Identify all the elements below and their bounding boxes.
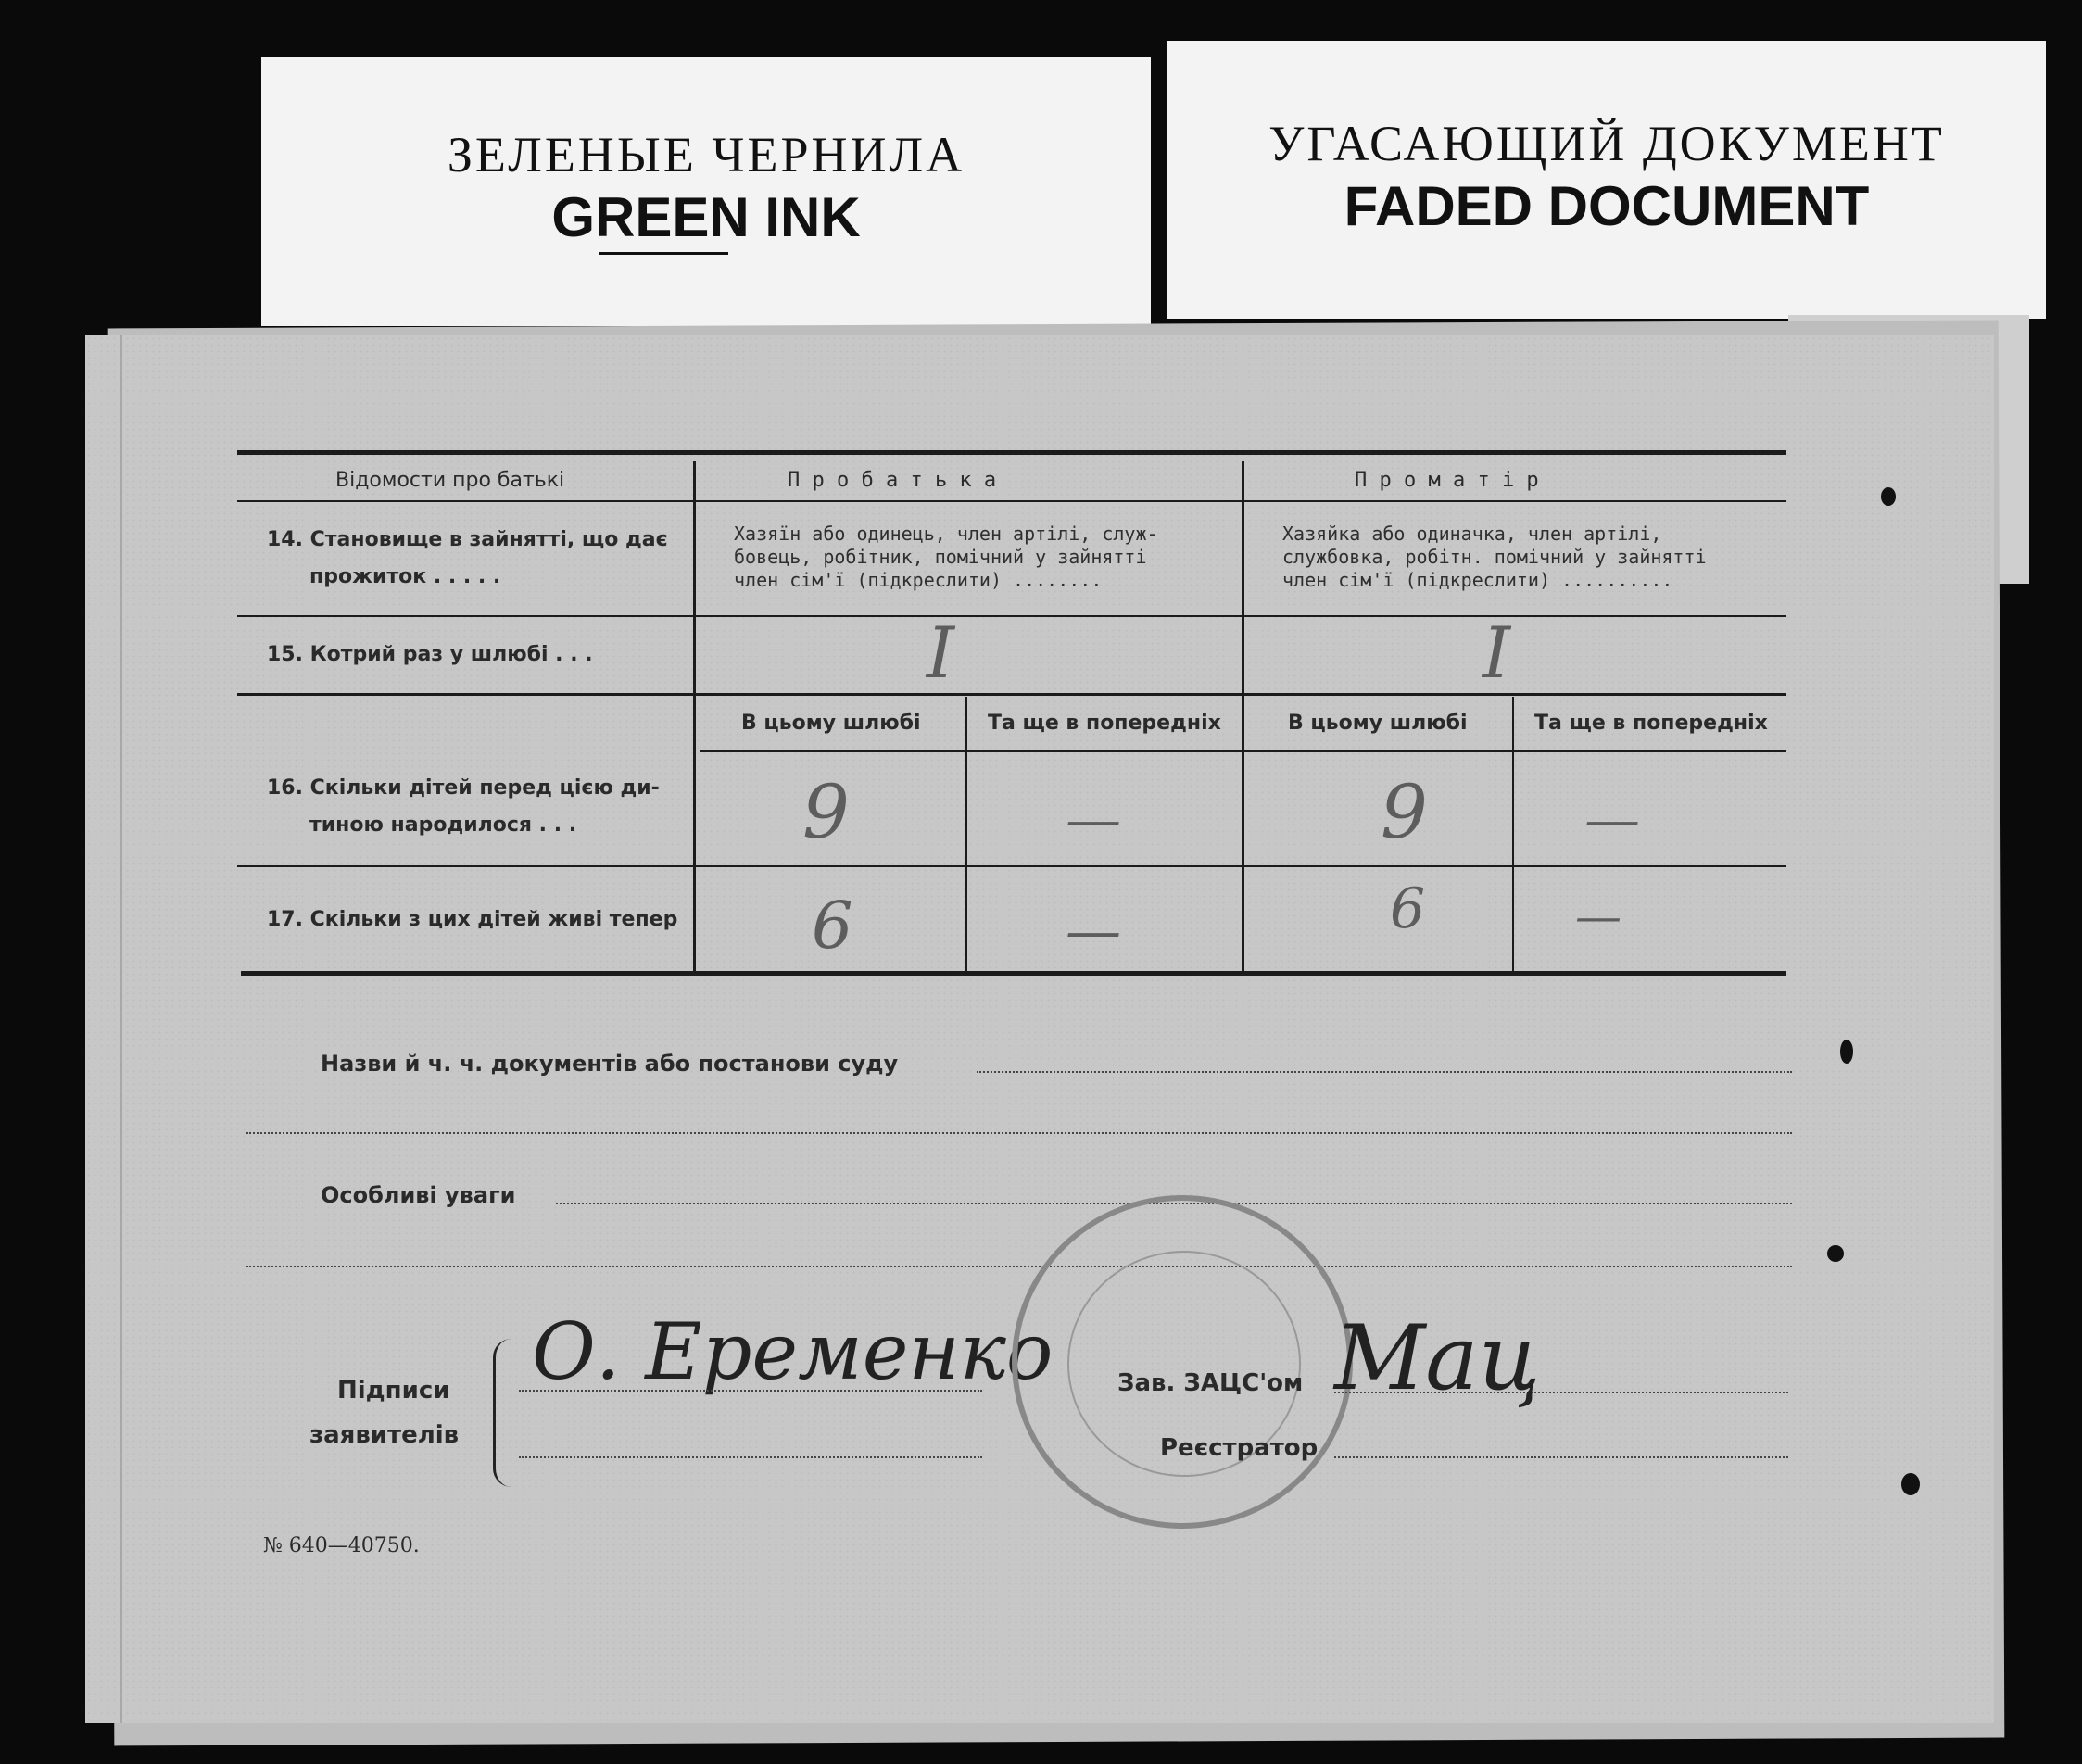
col-divider-parents — [1242, 461, 1244, 973]
table-header-divider — [237, 500, 1786, 502]
subheader-mother-this: В цьому шлюбі — [1288, 712, 1468, 735]
row17-father-prev: — — [1066, 899, 1121, 964]
documents-line-2 — [246, 1132, 1792, 1134]
row15-label: 15. Котрий раз у шлюбі . . . — [267, 643, 593, 666]
row16-father-this: 9 — [802, 769, 850, 855]
row17-mother-this: 6 — [1390, 876, 1426, 941]
header-mother: П р о м а т і р — [1355, 469, 1539, 492]
row14-label-line1: 14. Становище в зайнятті, що дає — [267, 528, 668, 551]
header-father: П р о б а т ь к а — [788, 469, 997, 492]
row16-divider — [237, 865, 1786, 867]
form-number: № 640—40750. — [263, 1534, 420, 1557]
applicant-signature: О. Еременко — [532, 1306, 1054, 1397]
applicants-label-line1: Підписи — [337, 1377, 450, 1405]
subheader-father-this: В цьому шлюбі — [741, 712, 921, 735]
head-signature: Мац — [1334, 1306, 1541, 1410]
underline-mark — [599, 252, 728, 255]
row14-father-options: Хазяїн або одинець, член артілі, служ- бовець, робітник, помічний у зайнятті член сім'ї (підкреслити) ........ — [734, 523, 1158, 591]
row16-label-line1: 16. Скільки дітей перед цією ди- — [267, 776, 660, 800]
page-edge — [120, 335, 122, 1723]
subheader-father-prev: Та ще в попередніх — [988, 712, 1221, 735]
documents-label: Назви й ч. ч. документів або постанови суду — [321, 1051, 899, 1077]
signature-brace — [493, 1339, 514, 1487]
green-ink-ru: ЗЕЛЕНЫЕ ЧЕРНИЛА — [447, 127, 965, 183]
registrar-signature-line — [1334, 1456, 1788, 1458]
table-top-border — [237, 450, 1786, 455]
row15-father-value: I — [927, 611, 955, 694]
applicant-signature-line-2 — [519, 1456, 982, 1458]
row17-label: 17. Скільки з цих дітей живі тепер — [267, 908, 678, 931]
faded-document-en: FADED DOCUMENT — [1344, 175, 1870, 237]
row14-mother-options: Хазяйка або одиначка, член артілі, службовка, робітн. помічний у зайнятті член сім'ї (підкреслити) .......... — [1282, 523, 1707, 591]
row15-mother-value: I — [1483, 611, 1511, 694]
registrar-label: Реєстратор — [1160, 1434, 1319, 1462]
row17-father-this: 6 — [812, 888, 853, 964]
head-label: Зав. ЗАЦС'ом — [1117, 1369, 1304, 1397]
faded-document-ru: УГАСАЮЩИЙ ДОКУМЕНТ — [1268, 116, 1945, 171]
notes-label: Особливі уваги — [321, 1182, 516, 1208]
green-ink-card — [261, 57, 1151, 326]
row16-father-prev: — — [1066, 788, 1121, 852]
notes-line-2 — [246, 1266, 1792, 1267]
row16-label-line2: тиною народилося . . . — [309, 813, 577, 837]
punch-hole — [1840, 1040, 1853, 1064]
applicants-label-line2: заявителів — [309, 1421, 460, 1449]
header-col0: Відомости про батькі — [335, 469, 565, 492]
applicant-signature-line-1 — [519, 1390, 982, 1392]
punch-hole — [1901, 1473, 1920, 1495]
row16-mother-prev: — — [1584, 788, 1640, 852]
faded-document-card — [1167, 41, 2046, 319]
col-divider-mother-sub — [1512, 697, 1514, 971]
green-ink-en: GREEN INK — [551, 186, 861, 248]
subheader-mother-prev: Та ще в попередніх — [1534, 712, 1768, 735]
row14-label-line2: прожиток . . . . . — [309, 565, 501, 588]
col-divider-father-sub — [965, 697, 967, 971]
punch-hole — [1827, 1245, 1844, 1262]
row17-mother-prev: — — [1575, 889, 1621, 943]
col-divider-label — [693, 461, 696, 973]
documents-line-1 — [977, 1071, 1792, 1073]
table-bottom-border — [241, 971, 1786, 976]
row14-divider — [237, 615, 1786, 617]
punch-hole — [1881, 487, 1896, 506]
row15-divider — [237, 693, 1786, 696]
row16-mother-this: 9 — [1381, 769, 1428, 855]
